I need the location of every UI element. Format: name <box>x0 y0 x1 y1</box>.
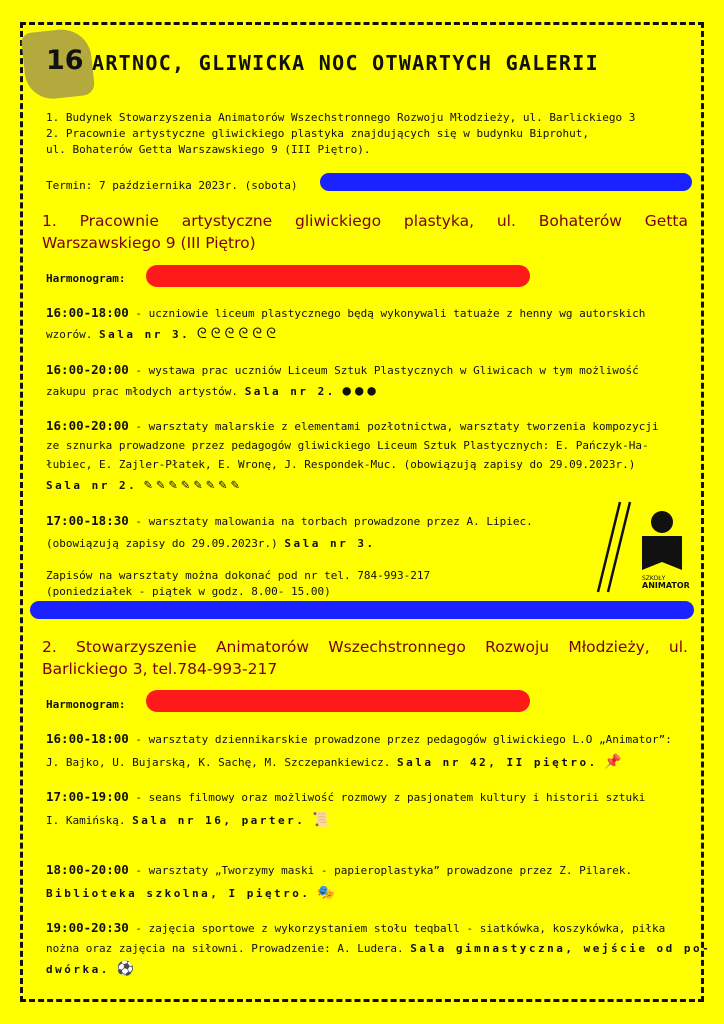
event-exhibition <box>46 362 639 400</box>
event-text: - seans filmowy oraz możliwość rozmowy z pasjonatem kultury i historii sztuki <box>128 791 646 804</box>
event-text: wzorów. <box>46 328 99 341</box>
pin-icon: 📌 <box>604 754 626 770</box>
event-time: 17:00-19:00 <box>46 789 129 804</box>
event-room: Sala gimnastyczna, wejście od po- <box>410 942 712 955</box>
brush-icons: ✎✎✎✎✎✎✎✎ <box>143 477 244 493</box>
event-time: 16:00-18:00 <box>46 731 129 746</box>
blue-divider-bar <box>30 601 694 619</box>
event-painting-workshops <box>46 418 659 494</box>
logo-line-1: SZKOŁY <box>642 575 666 582</box>
event-text: zakupu prac młodych artystów. <box>46 385 245 398</box>
intro-line-3: ul. Bohaterów Getta Warszawskiego 9 (III Piętro). <box>46 143 371 156</box>
event-text: (obowiązują zapisy do 29.09.2023r.) <box>46 537 285 550</box>
event-time: 16:00-18:00 <box>46 305 129 320</box>
event-text: - warsztaty malowania na torbach prowadzone przez A. Lipiec. <box>128 515 533 528</box>
page-title: ARTNOC, GLIWICKA NOC OTWARTYCH GALERII <box>92 51 599 75</box>
event-room: Biblioteka szkolna, I piętro. <box>46 887 311 900</box>
event-text: - zajęcia sportowe z wykorzystaniem stołu teqball - siatkówka, koszykówka, piłka <box>128 922 666 935</box>
event-masks <box>46 862 632 902</box>
ball-icon: ⚽ <box>116 961 138 977</box>
event-tattoo <box>46 305 645 343</box>
event-text: I. Kamińską. <box>46 814 133 827</box>
section1-heading-line2: Warszawskiego 9 (III Piętro) <box>42 234 256 252</box>
event-text: - warsztaty „Tworzymy maski - papieroplastyka” prowadzone przez Z. Pilarek. <box>128 864 633 877</box>
event-room: Sala nr 2. <box>46 479 138 492</box>
event-room: Sala nr 2. <box>244 385 336 398</box>
zapisy-line-1: Zapisów na warsztaty można dokonać pod nr tel. 784-993-217 <box>46 569 431 582</box>
section2-heading-line1: 2. Stowarzyszenie Animatorów Wszechstronnego Rozwoju Młodzieży, ul. <box>42 638 688 656</box>
event-text: J. Bajko, U. Bujarską, K. Sachę, M. Szczepankiewicz. <box>46 756 397 769</box>
event-room: Sala nr 3. <box>284 537 376 550</box>
blue-highlight-bar <box>320 173 692 191</box>
event-time: 19:00-20:30 <box>46 920 129 935</box>
section1-heading <box>42 210 688 254</box>
event-bag-painting <box>46 513 533 552</box>
henna-icons: ᘓᘓᘓᘓᘓᘓ <box>196 326 280 342</box>
event-time: 17:00-18:30 <box>46 513 129 528</box>
event-time: 18:00-20:00 <box>46 862 129 877</box>
section2-heading <box>42 636 688 680</box>
event-time: 16:00-20:00 <box>46 362 129 377</box>
red-highlight-bar-2 <box>146 690 530 712</box>
bomb-icons: ●●● <box>342 383 380 399</box>
intro-line-1: 1. Budynek Stowarzyszenia Animatorów Wszechstronnego Rozwoju Młodzieży, ul. Barlickiego 3 <box>46 111 636 124</box>
event-text: - warsztaty malarskie z elementami pozłotnictwa, warsztaty tworzenia kompozycji <box>128 420 659 433</box>
event-room: Sala nr 16, parter. <box>132 814 306 827</box>
section2-heading-line2: Barlickiego 3, tel.784-993-217 <box>42 660 278 678</box>
termin-text: Termin: 7 października 2023r. (sobota) <box>46 179 298 192</box>
event-film <box>46 789 645 829</box>
event-sports <box>46 920 711 978</box>
red-highlight-bar-1 <box>146 265 530 287</box>
event-text: - wystawa prac uczniów Liceum Sztuk Plastycznych w Gliwicach w tym możliwość <box>128 364 639 377</box>
section1-heading-line1: 1. Pracownie artystyczne gliwickiego plastyka, ul. Bohaterów Getta <box>42 212 688 230</box>
event-text: - uczniowie liceum plastycznego będą wykonywali tatuaże z henny wg autorskich <box>128 307 646 320</box>
animator-logo <box>590 500 690 600</box>
event-room-cont: dwórka. <box>46 963 110 976</box>
event-text: nożna oraz zajęcia na siłowni. Prowadzenie: A. Ludera. <box>46 942 411 955</box>
zapisy-line-2: (poniedziałek - piątek w godz. 8.00- 15.00) <box>46 585 331 598</box>
event-room: Sala nr 42, II piętro. <box>397 756 598 769</box>
harmonogram-label-2: Harmonogram: <box>46 698 126 711</box>
scroll-icon: 📜 <box>312 812 334 828</box>
masks-icon: 🎭 <box>317 885 339 901</box>
event-text: łubiec, E. Zajler-Płatek, E. Wronę, J. Respondek-Muc. (obowiązują zapisy do 29.09.2023r.) <box>46 458 636 471</box>
event-time: 16:00-20:00 <box>46 418 129 433</box>
title-number: 16 <box>46 45 84 76</box>
event-text: ze sznurka prowadzone przez pedagogów gliwickiego Liceum Sztuk Plastycznych: E. Pańczyk-Ha- <box>46 439 649 452</box>
intro-line-2: 2. Pracownie artystyczne gliwickiego plastyka znajdujących się w budynku Biprohut, <box>46 127 590 140</box>
harmonogram-label-1: Harmonogram: <box>46 272 126 285</box>
logo-line-2: ANIMATOR <box>642 581 690 590</box>
event-text: - warsztaty dziennikarskie prowadzone przez pedagogów gliwickiego L.O „Animator”: <box>128 733 672 746</box>
event-room: Sala nr 3. <box>98 328 191 341</box>
event-journalism <box>46 731 672 771</box>
